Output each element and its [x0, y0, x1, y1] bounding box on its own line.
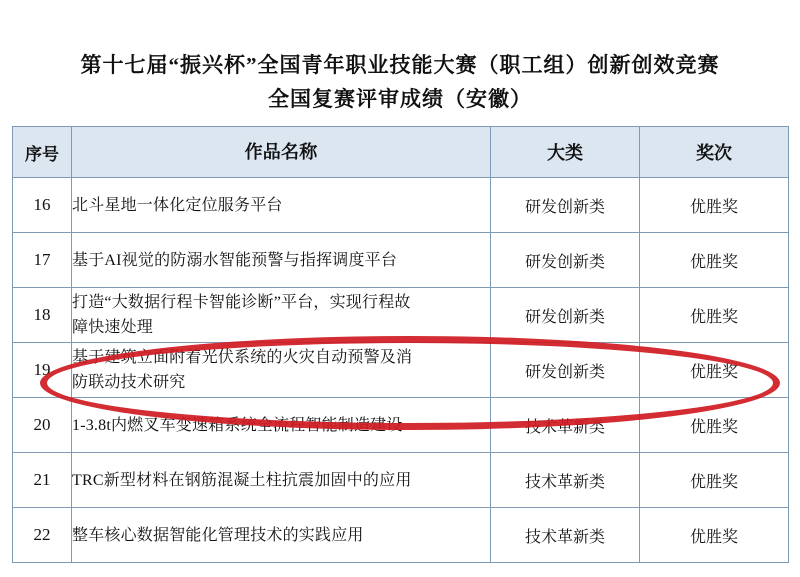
cell-name	[72, 343, 491, 398]
title-line-2: 全国复赛评审成绩（安徽）	[268, 87, 532, 111]
column-header-category: 大类	[491, 127, 640, 178]
cell-award: 优胜奖	[640, 343, 789, 398]
cell-award: 优胜奖	[640, 508, 789, 563]
table-row	[13, 508, 789, 563]
table-row	[13, 178, 789, 233]
column-header-award: 奖次	[640, 127, 789, 178]
cell-name	[72, 453, 491, 508]
cell-no: 19	[13, 343, 72, 398]
cell-award: 优胜奖	[640, 398, 789, 453]
cell-no: 20	[13, 398, 72, 453]
cell-category: 技术革新类	[491, 453, 640, 508]
cell-award: 优胜奖	[640, 233, 789, 288]
cell-name-line1: 打造“大数据行程卡智能诊断”平台，实现行程故	[72, 294, 411, 311]
cell-category: 技术革新类	[491, 508, 640, 563]
table-row	[13, 453, 789, 508]
table-row	[13, 343, 789, 398]
table-header-row	[13, 127, 789, 178]
cell-name-line1: 基于建筑立面附着光伏系统的火灾自动预警及消	[72, 349, 413, 366]
table-row	[13, 233, 789, 288]
cell-name-line1: 基于AI视觉的防溺水智能预警与指挥调度平台	[72, 251, 398, 269]
cell-category: 技术革新类	[491, 398, 640, 453]
cell-no: 17	[13, 233, 72, 288]
cell-name-line2: 障快速处理	[72, 319, 154, 336]
cell-name	[72, 178, 491, 233]
title-line-1: 第十七届“振兴杯”全国青年职业技能大赛（职工组）创新创效竞赛	[80, 53, 720, 77]
cell-category: 研发创新类	[491, 233, 640, 288]
cell-award: 优胜奖	[640, 453, 789, 508]
results-table	[12, 126, 789, 563]
column-header-no: 序号	[13, 127, 72, 178]
cell-category: 研发创新类	[491, 178, 640, 233]
table-header	[13, 127, 789, 178]
cell-name	[72, 288, 491, 343]
cell-name-line1: TRC新型材料在钢筋混凝土柱抗震加固中的应用	[72, 471, 412, 489]
document-title	[0, 0, 800, 116]
table-row	[13, 288, 789, 343]
cell-name	[72, 398, 491, 453]
cell-name-line1: 整车核心数据智能化管理技术的实践应用	[72, 526, 364, 544]
cell-name-line1: 1-3.8t内燃叉车变速箱系统全流程智能制造建设	[72, 416, 403, 434]
cell-award: 优胜奖	[640, 288, 789, 343]
table-body	[13, 178, 789, 563]
cell-no: 21	[13, 453, 72, 508]
cell-name-line1: 北斗星地一体化定位服务平台	[72, 196, 283, 214]
cell-no: 22	[13, 508, 72, 563]
cell-category: 研发创新类	[491, 343, 640, 398]
cell-name	[72, 233, 491, 288]
cell-award: 优胜奖	[640, 178, 789, 233]
cell-name-line2: 防联动技术研究	[72, 374, 186, 391]
results-table-wrapper	[12, 126, 788, 563]
cell-no: 16	[13, 178, 72, 233]
cell-name	[72, 508, 491, 563]
cell-no: 18	[13, 288, 72, 343]
column-header-name: 作品名称	[72, 127, 491, 178]
table-row	[13, 398, 789, 453]
cell-category: 研发创新类	[491, 288, 640, 343]
